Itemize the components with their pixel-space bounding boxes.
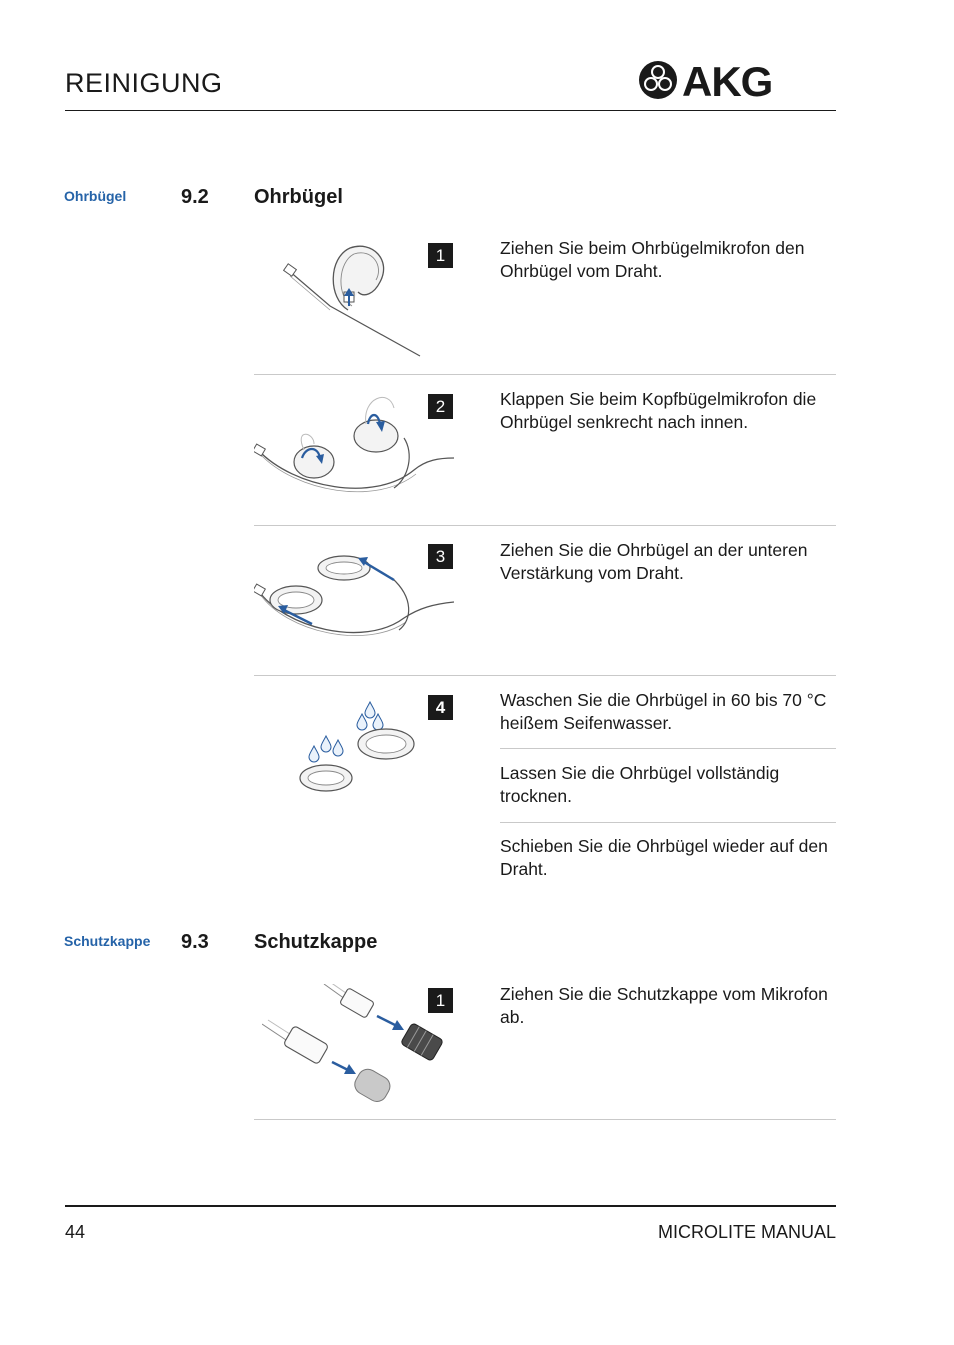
section-number: 9.3: [181, 931, 209, 953]
step-text: Ziehen Sie die Schutzkappe vom Mikrofon ab.: [500, 984, 828, 1027]
step-badge: 1: [428, 988, 453, 1013]
step-text: Waschen Sie die Ohrbügel in 60 bis 70 °C heißem Seifenwasser.: [500, 690, 827, 733]
ear-hooks-slide-off-illustration: [254, 548, 454, 648]
step-text: Ziehen Sie die Ohrbügel an der unteren Verstärkung vom Draht.: [500, 540, 808, 583]
ear-hooks-wash-illustration: [290, 700, 430, 800]
substep-divider: [500, 822, 836, 823]
step-divider: [254, 675, 836, 676]
step-text: Ziehen Sie beim Ohrbügelmikrofon den Ohrbügel vom Draht.: [500, 238, 805, 281]
ear-hook-remove-illustration: [280, 238, 430, 363]
step-divider: [254, 525, 836, 526]
margin-label-schutzkappe: Schutzkappe: [64, 933, 151, 949]
step-text: Lassen Sie die Ohrbügel vollständig trocknen.: [500, 763, 780, 806]
akg-emblem-icon: [639, 61, 677, 99]
footer-rule: [65, 1205, 836, 1207]
step-badge: 2: [428, 394, 453, 419]
step-text: Klappen Sie beim Kopfbügelmikrofon die Ohrbügel senkrecht nach innen.: [500, 389, 817, 432]
section-number: 9.2: [181, 186, 209, 208]
ear-hooks-fold-illustration: [254, 388, 454, 506]
step-badge: 1: [428, 243, 453, 268]
step-badge: 3: [428, 544, 453, 569]
manual-title: MICROLITE MANUAL: [657, 1222, 836, 1242]
page-title: REINIGUNG: [65, 68, 223, 98]
step-text: Schieben Sie die Ohrbügel wieder auf den Draht.: [500, 836, 828, 879]
step-badge: 4: [428, 695, 453, 720]
section-title: Schutzkappe: [254, 931, 378, 953]
protective-cap-remove-illustration: [262, 984, 452, 1104]
substep-divider: [500, 748, 836, 749]
step-divider: [254, 1119, 836, 1120]
akg-logo: [638, 58, 823, 102]
akg-wordmark: AKG: [682, 58, 773, 102]
header-rule: [65, 110, 836, 111]
step-divider: [254, 374, 836, 375]
page-number: 44: [65, 1222, 86, 1242]
margin-label-ohrbuegel: Ohrbügel: [64, 188, 127, 204]
section-title: Ohrbügel: [254, 186, 343, 208]
